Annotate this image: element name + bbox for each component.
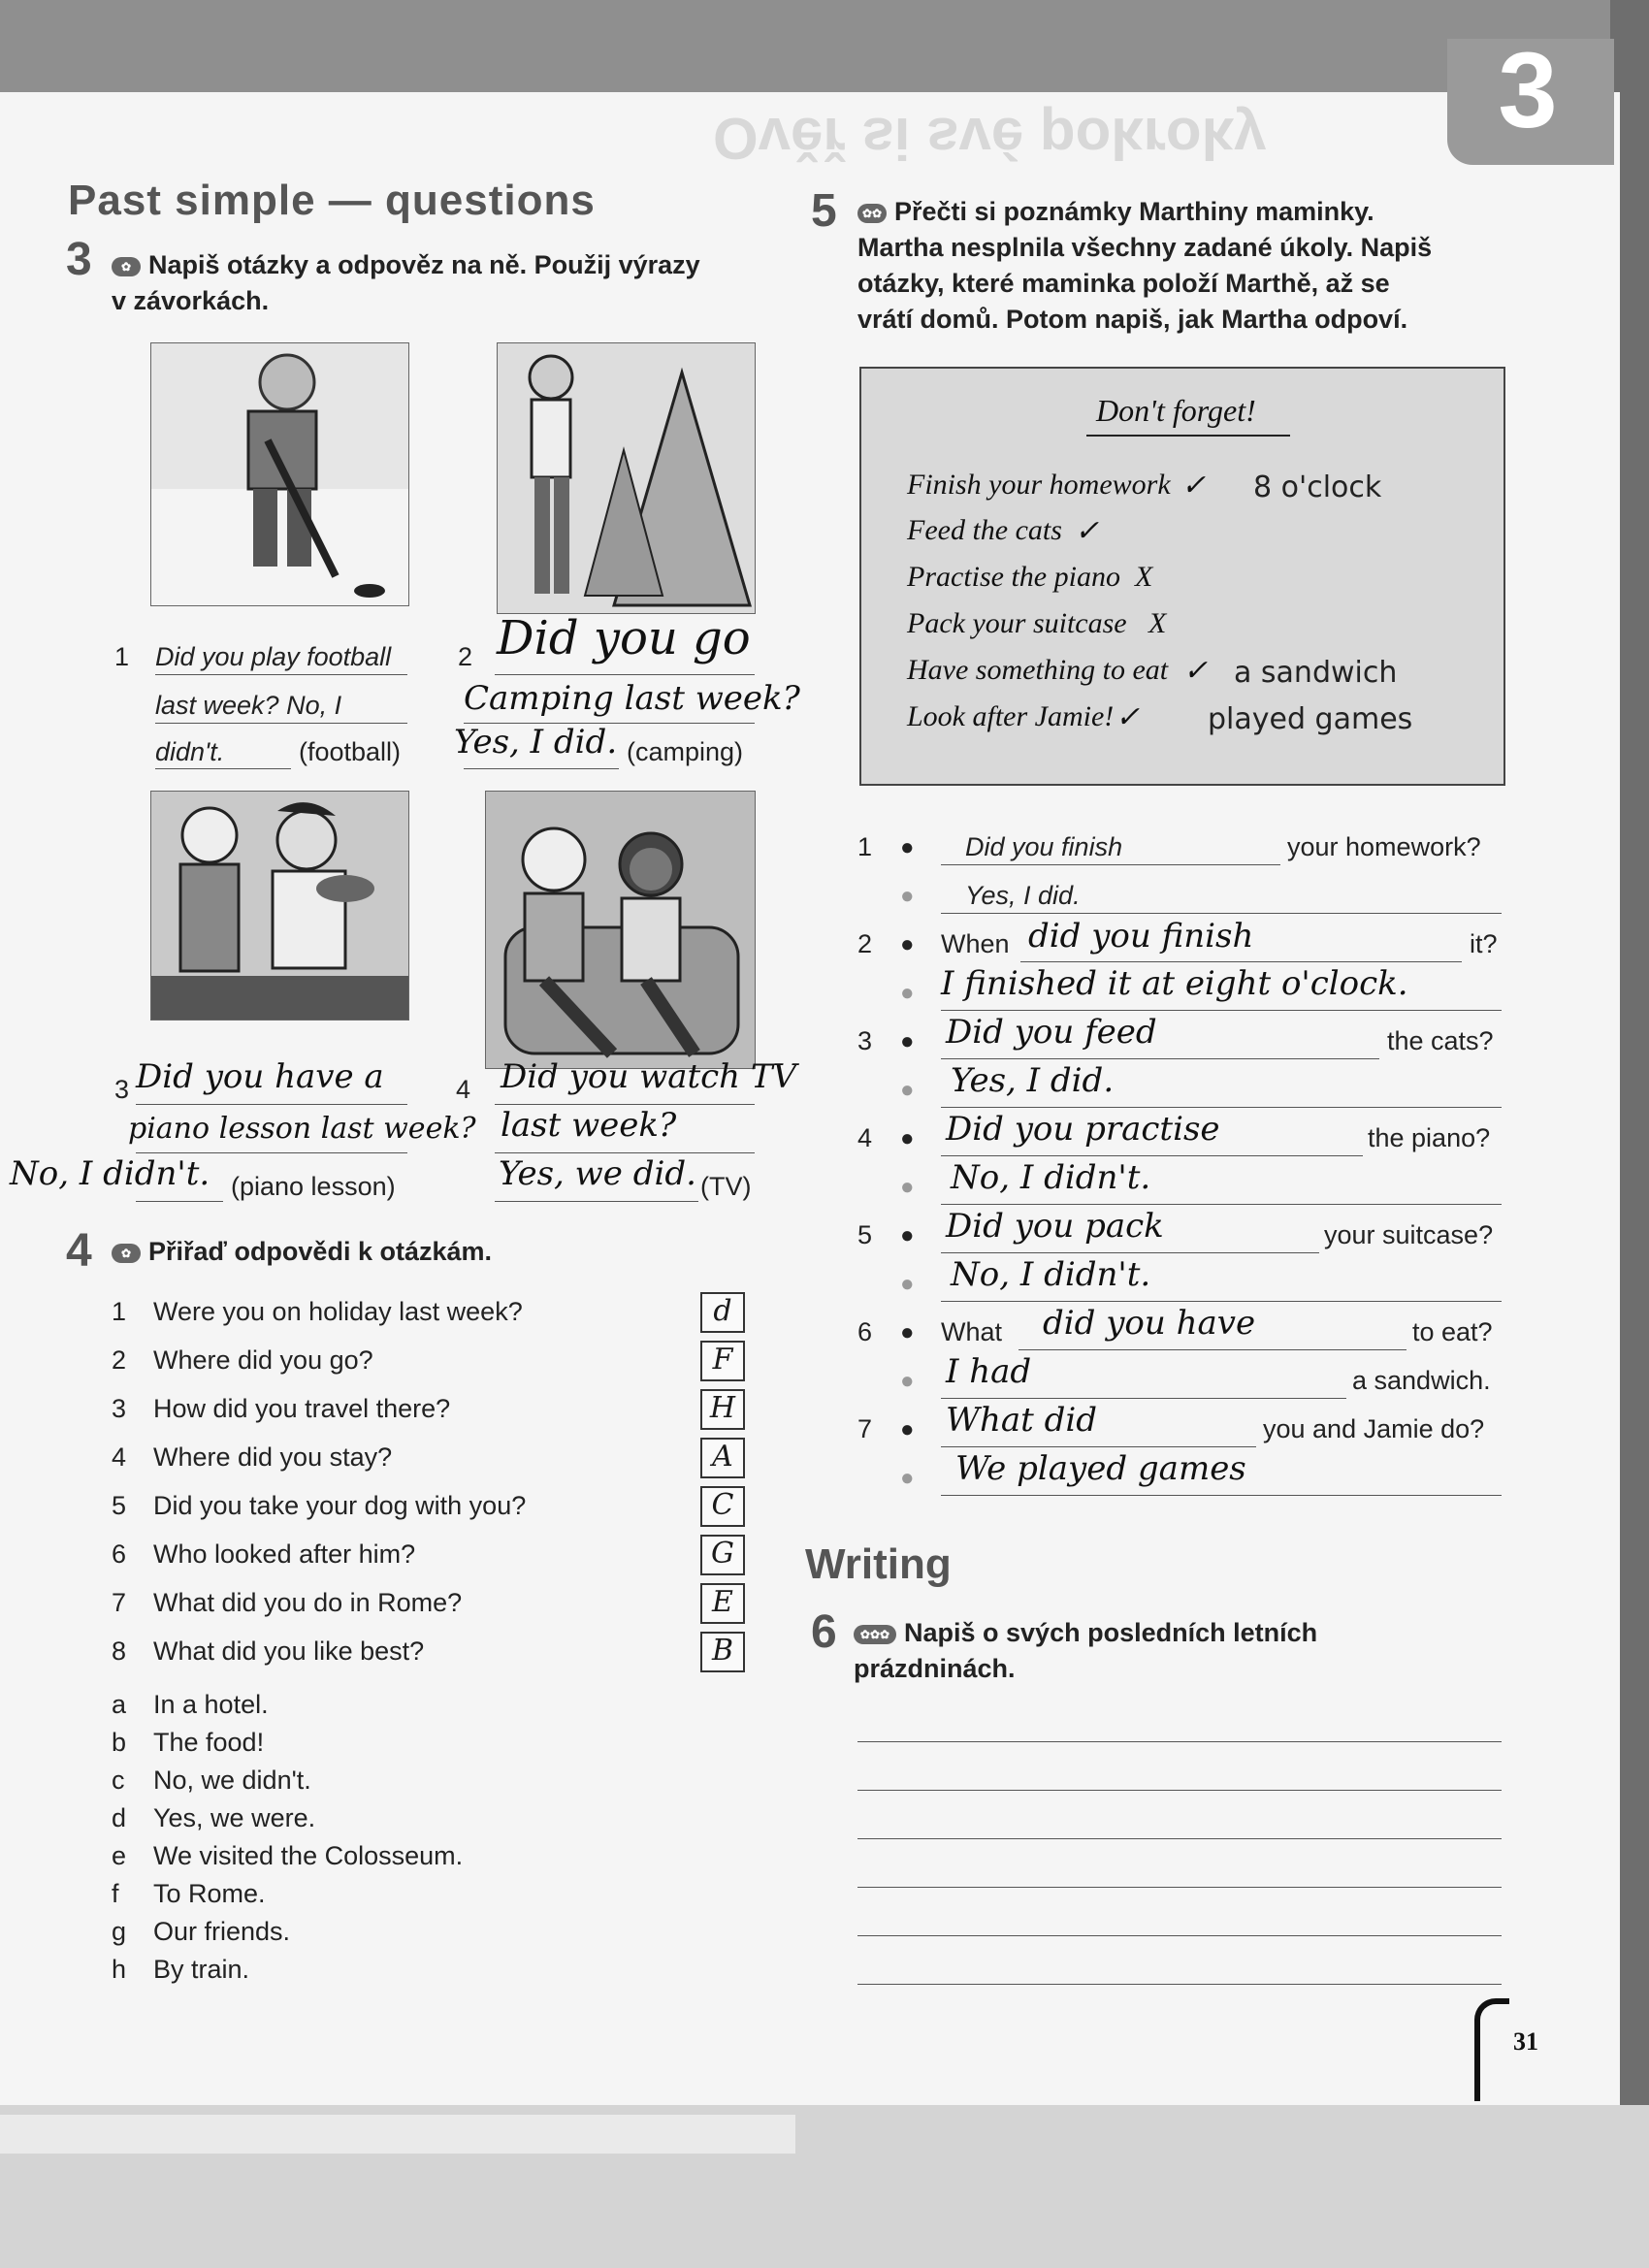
camping-picture <box>497 342 756 614</box>
bullet: ● <box>900 834 915 860</box>
ex3-item-1-example-line2: last week? No, I <box>155 691 342 720</box>
exercise-3-number: 3 <box>66 234 92 285</box>
writing-line[interactable] <box>857 1790 1502 1791</box>
ex5-answer-fill: No, I didn't. <box>951 1255 1151 1294</box>
bullet: ● <box>900 1271 915 1297</box>
ex5-item-number: 1 <box>857 832 873 861</box>
ex5-answer-fill: No, I didn't. <box>951 1158 1151 1197</box>
bullet: ● <box>900 1319 915 1345</box>
ex3-item-4-hint: (TV) <box>700 1172 752 1201</box>
answer-line <box>1020 961 1462 962</box>
ex3-item-3-handwriting-line2: piano lesson last week? <box>128 1112 476 1146</box>
ex3-item-3-hint: (piano lesson) <box>231 1172 396 1201</box>
ex4-answer-box[interactable]: d <box>700 1292 745 1333</box>
exercise-4-instruction: ✿ Přiřaď odpovědi k otázkám. <box>112 1234 492 1270</box>
ex3-item-2-handwriting-line1: Did you go <box>497 611 751 665</box>
ex5-item-number: 3 <box>857 1026 873 1055</box>
ex5-question-end: your homework? <box>1287 832 1481 861</box>
note-task: Have something to eat <box>907 654 1169 686</box>
ex4-question-text: Were you on holiday last week? <box>153 1297 523 1326</box>
note-task: Finish your homework <box>907 469 1171 501</box>
ex4-question-text: What did you like best? <box>153 1636 425 1666</box>
ex5-question-end: you and Jamie do? <box>1263 1414 1485 1443</box>
note-handwriting: a sandwich <box>1234 656 1398 690</box>
piano-lesson-picture <box>150 791 409 1021</box>
ex5-item-number: 2 <box>857 929 873 958</box>
note-task: Practise the piano <box>907 561 1120 593</box>
difficulty-2-icon: ✿✿ <box>857 204 887 223</box>
check-icon: ✓ <box>1183 655 1209 687</box>
ex4-answer-text: We visited the Colosseum. <box>153 1841 464 1870</box>
ex5-question-end: the piano? <box>1368 1123 1491 1152</box>
answer-line <box>941 1010 1502 1011</box>
note-task: Pack your suitcase <box>907 607 1127 639</box>
ex5-item-number: 4 <box>857 1123 873 1152</box>
ex3-item-1-example-line1: Did you play football <box>155 642 392 671</box>
answer-line <box>136 1104 407 1105</box>
ex3-item-4-number: 4 <box>456 1075 471 1104</box>
ex5-question-end: it? <box>1470 929 1498 958</box>
ex3-item-3-handwriting-line3: No, I didn't. <box>10 1154 210 1193</box>
check-icon: ✓ <box>1116 701 1141 733</box>
ex4-answer-letter: f <box>112 1879 119 1908</box>
ex3-item-4-handwriting-line2: last week? <box>501 1106 677 1145</box>
answer-line <box>941 1446 1256 1447</box>
ex3-item-4-handwriting-line3: Yes, we did. <box>499 1154 696 1193</box>
ex5-answer-fill: Yes, I did. <box>965 881 1081 910</box>
ex3-item-2-number: 2 <box>458 642 473 671</box>
exercise-6-instruction: ✿✿✿ Napiš o svých posledních letních prázdninách. <box>854 1618 1318 1683</box>
difficulty-3-icon: ✿✿✿ <box>854 1625 896 1644</box>
ex4-answer-box[interactable]: A <box>700 1438 745 1478</box>
note-title-underline <box>1086 435 1290 437</box>
ex5-question-fill: What did <box>946 1401 1097 1440</box>
answer-line <box>941 1204 1502 1205</box>
answer-line <box>941 864 1280 865</box>
ex5-item-number: 6 <box>857 1317 873 1346</box>
ex3-item-3-number: 3 <box>114 1075 130 1104</box>
ex4-answer-letter: c <box>112 1766 125 1795</box>
ex5-question-start: When <box>941 929 1010 958</box>
bullet: ● <box>900 1174 915 1200</box>
ex4-answer-text: By train. <box>153 1955 250 1984</box>
answer-line <box>495 1152 755 1153</box>
ex4-answer-text: No, we didn't. <box>153 1766 311 1795</box>
answer-line <box>941 913 1502 914</box>
ex4-question-number: 6 <box>112 1539 127 1569</box>
answer-line <box>941 1107 1502 1108</box>
ex4-question-text: Where did you stay? <box>153 1442 393 1472</box>
writing-line[interactable] <box>857 1838 1502 1839</box>
underlying-sheet <box>0 2115 795 2154</box>
ex4-answer-text: Yes, we were. <box>153 1803 316 1832</box>
writing-heading: Writing <box>805 1540 952 1588</box>
exercise-5-number: 5 <box>811 185 837 237</box>
ex5-question-fill: Did you pack <box>946 1207 1164 1246</box>
ex3-item-2-handwriting-line2: Camping last week? <box>464 679 800 718</box>
answer-line <box>136 1201 223 1202</box>
ex5-question-fill: Did you finish <box>965 832 1123 861</box>
ex4-question-text: Did you take your dog with you? <box>153 1491 527 1520</box>
ex4-answer-box[interactable]: H <box>700 1389 745 1430</box>
ex4-question-number: 2 <box>112 1345 127 1375</box>
check-icon: ✓ <box>1075 515 1100 547</box>
answer-line <box>464 768 619 769</box>
ex5-question-fill: Did you practise <box>946 1110 1220 1149</box>
section-title: Past simple — questions <box>68 177 596 224</box>
ex4-answer-letter: b <box>112 1728 127 1757</box>
ex4-answer-text: To Rome. <box>153 1879 266 1908</box>
ex4-answer-box[interactable]: G <box>700 1535 745 1575</box>
exercise-3-instruction: ✿ Napiš otázky a odpověz na ně. Použij výrazy v závorkách. <box>112 250 700 315</box>
ex4-answer-letter: g <box>112 1917 127 1946</box>
difficulty-1-icon: ✿ <box>112 257 141 276</box>
writing-line[interactable] <box>857 1741 1502 1742</box>
note-handwriting: 8 o'clock <box>1253 470 1382 504</box>
writing-line[interactable] <box>857 1984 1502 1985</box>
difficulty-1-icon: ✿ <box>112 1244 141 1263</box>
ex4-answer-text: The food! <box>153 1728 265 1757</box>
answer-line <box>941 1058 1379 1059</box>
hockey-picture <box>150 342 409 606</box>
ex5-answer-fill: I had <box>946 1352 1032 1391</box>
tv-picture <box>485 791 756 1069</box>
ex4-answer-letter: a <box>112 1690 127 1719</box>
bullet: ● <box>900 1465 915 1491</box>
bullet: ● <box>900 931 915 957</box>
answer-line <box>941 1495 1502 1496</box>
exercise-4-number: 4 <box>66 1225 92 1277</box>
page-number: 31 <box>1513 2027 1538 2056</box>
ex3-item-1-hint: (football) <box>299 737 402 766</box>
bullet: ● <box>900 883 915 909</box>
ex4-question-text: Where did you go? <box>153 1345 373 1375</box>
answer-line <box>495 1104 755 1105</box>
answer-line <box>941 1301 1502 1302</box>
ex4-question-number: 5 <box>112 1491 127 1520</box>
exercise-5-instruction: ✿✿ Přečti si poznámky Marthiny maminky. Martha nesplnila všechny zadané úkoly. Napiš otázky, které maminka položí Marthě, až se vrátí domů. Potom napiš, jak Martha odpoví. <box>857 197 1433 334</box>
ex4-question-text: What did you do in Rome? <box>153 1588 463 1617</box>
ex3-item-1-number: 1 <box>114 642 130 671</box>
ex4-question-number: 8 <box>112 1636 127 1666</box>
note-title: Don't forget! <box>1096 393 1256 428</box>
bullet: ● <box>900 1077 915 1103</box>
ex4-question-number: 3 <box>112 1394 127 1423</box>
answer-line <box>1018 1349 1406 1350</box>
answer-line <box>941 1252 1319 1253</box>
answer-line <box>155 674 407 675</box>
ex5-question-fill: did you finish <box>1028 917 1254 956</box>
bullet: ● <box>900 1416 915 1442</box>
writing-line[interactable] <box>857 1887 1502 1888</box>
cross-icon: X <box>1148 607 1167 639</box>
answer-line <box>941 1155 1363 1156</box>
bullet: ● <box>900 1222 915 1248</box>
ex5-question-start: What <box>941 1317 1003 1346</box>
ex4-answer-letter: d <box>112 1803 127 1832</box>
ex3-item-1-example-line3: didn't. <box>155 737 225 766</box>
note-handwriting: played games <box>1208 702 1413 736</box>
bullet: ● <box>900 1028 915 1054</box>
show-through-heading: Ověř si své pokroky <box>713 106 1267 171</box>
answer-line <box>495 674 755 675</box>
ex5-question-fill: did you have <box>1043 1304 1256 1343</box>
ex4-question-text: How did you travel there? <box>153 1394 451 1423</box>
ex4-answer-box[interactable]: B <box>700 1632 745 1672</box>
answer-line <box>155 768 291 769</box>
cross-icon: X <box>1135 561 1153 593</box>
ex4-question-number: 7 <box>112 1588 127 1617</box>
bullet: ● <box>900 980 915 1006</box>
ex3-item-2-hint: (camping) <box>627 737 744 766</box>
ex5-question-end: the cats? <box>1387 1026 1494 1055</box>
writing-line[interactable] <box>857 1935 1502 1936</box>
exercise-6-number: 6 <box>811 1606 837 1658</box>
ex4-question-text: Who looked after him? <box>153 1539 416 1569</box>
answer-line <box>136 1152 407 1153</box>
ex5-question-fill: Did you feed <box>946 1013 1157 1052</box>
answer-line <box>495 1201 698 1202</box>
ex5-item-number: 7 <box>857 1414 873 1443</box>
bullet: ● <box>900 1125 915 1151</box>
note-task: Feed the cats <box>907 514 1062 546</box>
ex4-question-number: 4 <box>112 1442 127 1472</box>
ex4-question-number: 1 <box>112 1297 127 1326</box>
ex4-answer-letter: e <box>112 1841 127 1870</box>
ex3-item-2-handwriting-line3: Yes, I did. <box>454 723 618 761</box>
ex4-answer-box[interactable]: E <box>700 1583 745 1624</box>
check-icon: ✓ <box>1181 470 1207 502</box>
answer-line <box>155 723 407 724</box>
ex5-answer-fill: I finished it at eight o'clock. <box>941 964 1408 1003</box>
ex3-item-4-handwriting-line1: Did you watch TV <box>501 1057 797 1096</box>
ex4-answer-box[interactable]: F <box>700 1341 745 1381</box>
ex5-question-end: your suitcase? <box>1324 1220 1494 1249</box>
ex5-answer-end: a sandwich. <box>1352 1366 1491 1395</box>
note-task: Look after Jamie! <box>907 700 1115 732</box>
page-number-bracket <box>1474 1998 1509 2101</box>
ex4-answer-box[interactable]: C <box>700 1486 745 1527</box>
ex5-item-number: 5 <box>857 1220 873 1249</box>
ex3-item-3-handwriting-line1: Did you have a <box>136 1057 384 1096</box>
unit-number: 3 <box>1498 31 1558 150</box>
ex4-answer-text: Our friends. <box>153 1917 291 1946</box>
ex5-answer-fill: We played games <box>955 1449 1246 1488</box>
answer-line <box>941 1398 1346 1399</box>
ex5-answer-fill: Yes, I did. <box>951 1061 1115 1100</box>
bullet: ● <box>900 1368 915 1394</box>
ex4-answer-text: In a hotel. <box>153 1690 269 1719</box>
ex5-question-end: to eat? <box>1412 1317 1493 1346</box>
ex4-answer-letter: h <box>112 1955 127 1984</box>
